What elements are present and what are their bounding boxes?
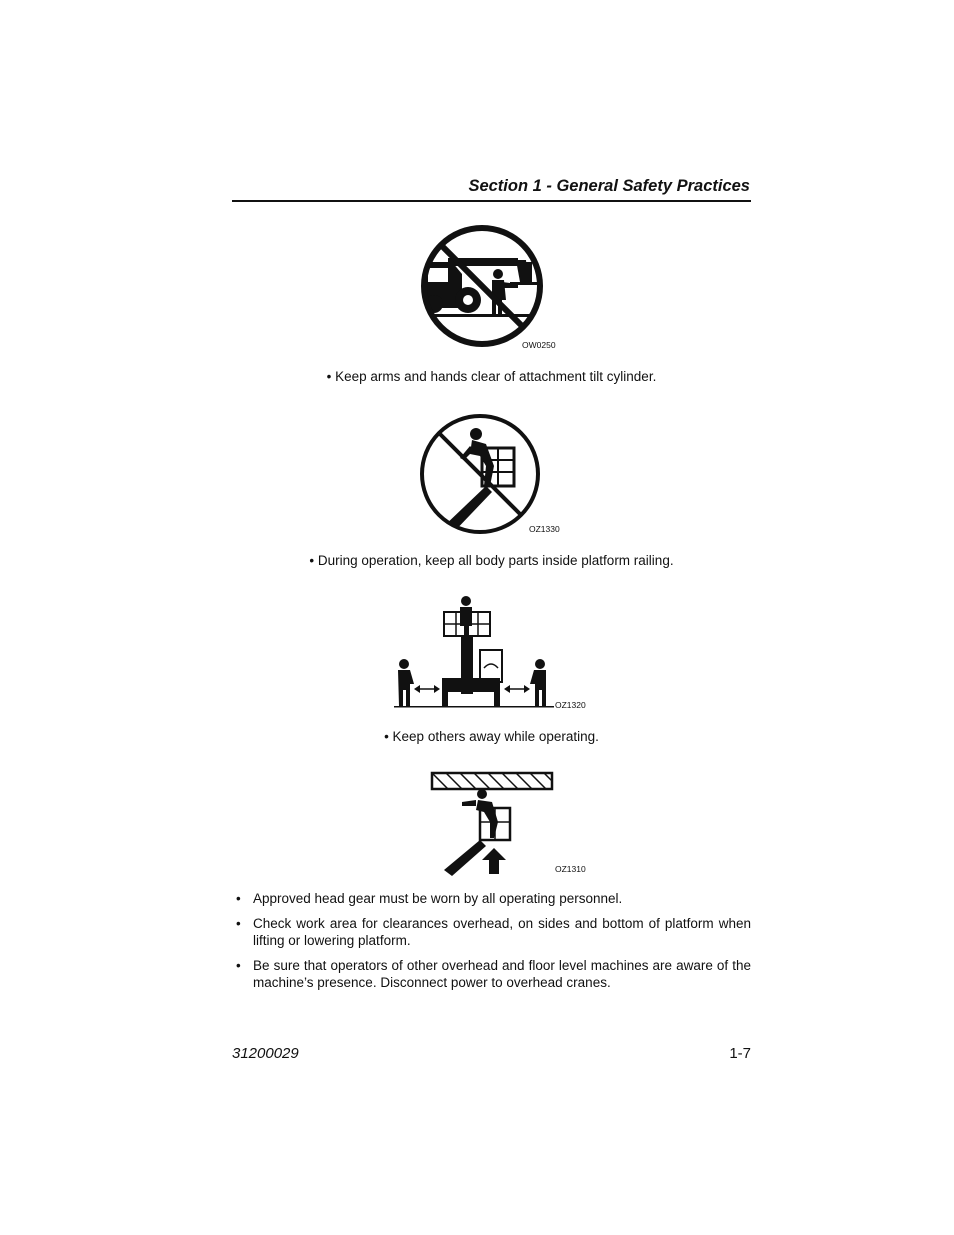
figure-caption: • Keep arms and hands clear of attachment tilt cylinder. [326,369,657,384]
list-item-text: Check work area for clearances overhead, on sides and bottom of platform when lifting or lowering platform. [253,916,751,948]
figure-caption: • During operation, keep all body parts inside platform railing. [309,553,674,568]
figure-caption: • Keep others away while operating. [384,729,599,744]
figure-code: OZ1320 [555,700,586,710]
list-item [232,890,751,907]
figure-code: OZ1330 [529,524,560,534]
figure-code: OZ1310 [555,864,586,874]
page-number: 1-7 [729,1045,751,1062]
header-rule [232,200,751,202]
list-item-text: Approved head gear must be worn by all operating personnel. [253,891,623,906]
bullet-list [232,890,751,999]
platform-railing-prohibition-icon [416,410,544,538]
keep-others-away-icon [390,592,560,710]
tilt-cylinder-prohibition-icon [418,222,548,350]
overhead-clearance-icon [428,770,558,876]
list-item-text: Be sure that operators of other overhead and floor level machines are aware of the machine’s presence. Disconnect power to overhead cranes. [253,958,751,990]
list-item [232,915,751,949]
figure-code: OW0250 [522,340,556,350]
list-item [232,957,751,991]
bullet-dot: • [236,916,241,931]
document-number: 31200029 [232,1045,299,1062]
bullet-dot: • [236,958,241,973]
section-title: Section 1 - General Safety Practices [468,177,750,195]
bullet-dot: • [236,891,241,906]
